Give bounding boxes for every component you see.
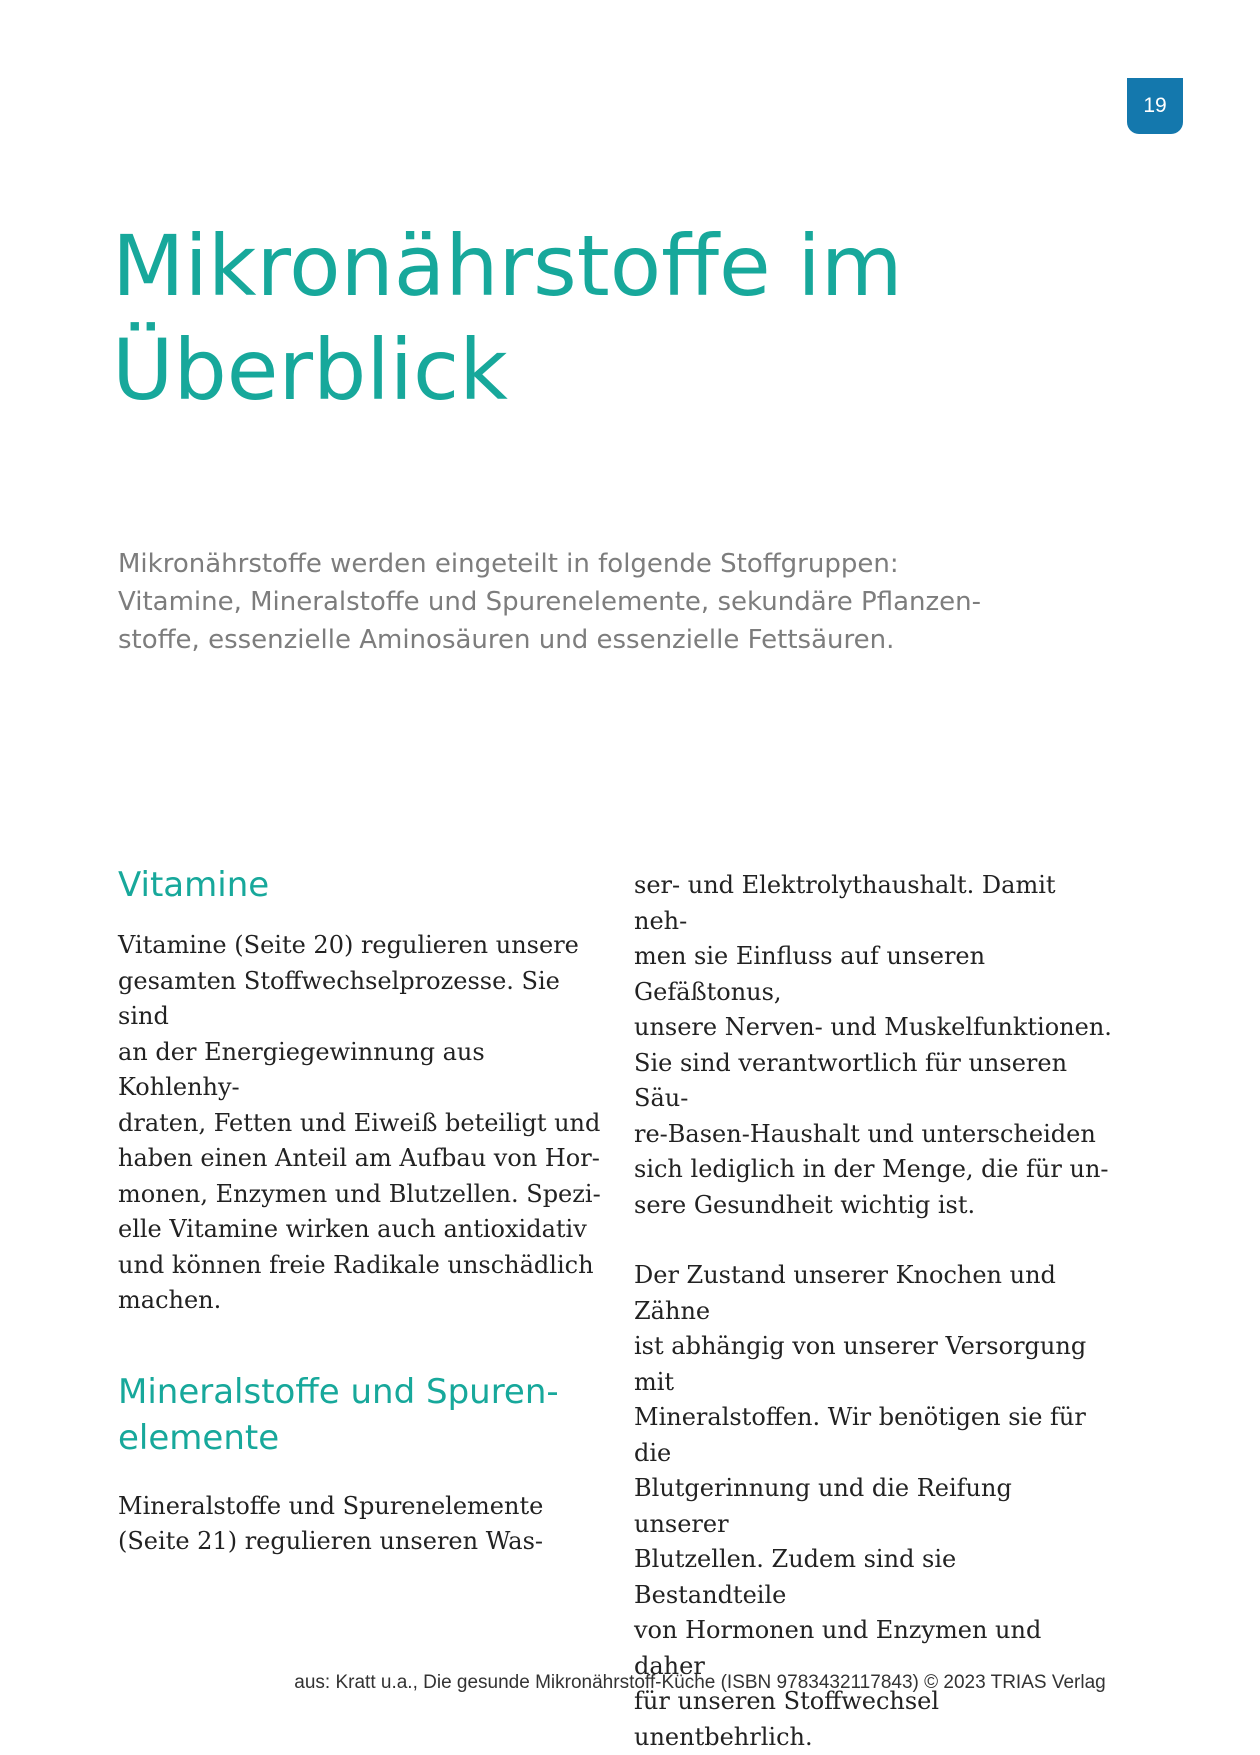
page-title: Mikronährstoffe im Überblick	[112, 217, 903, 419]
right-column	[634, 868, 1114, 1755]
page-number-badge: 19	[1127, 78, 1183, 134]
heading-mineralstoffe: Mineralstoffe und Spuren- elemente	[118, 1371, 559, 1458]
paragraph-vitamine: Vitamine (Seite 20) regulieren unsere gesamten Stoffwechselprozesse. Sie sind an der Energiegewinnung aus Kohlenhy- draten, Fetten und Eiweiß beteiligt und haben einen Anteil am Aufbau von Hor- monen, Enzymen und Blutzellen. Spezi- elle Vitamine wirken auch antioxidativ und können freie Radikale unschädlich machen.	[118, 931, 601, 1314]
footer-citation: aus: Kratt u.a., Die gesunde Mikronährstoff-Küche (ISBN 9783432117843) © 2023 TRIAS Verlag	[294, 1672, 1106, 1693]
left-column	[118, 862, 608, 1560]
paragraph-mineralstoffe-start: Mineralstoffe und Spurenelemente (Seite 21) regulieren unseren Was-	[118, 1491, 544, 1555]
heading-vitamine: Vitamine	[118, 865, 270, 905]
paragraph-mineralstoffe-continued: ser- und Elektrolythaushalt. Damit neh- men sie Einfluss auf unseren Gefäßtonus, unsere Nerven- und Muskelfunktionen. Sie sind verantwortlich für unseren Säu- re-Basen-Haushalt und unterscheiden sich lediglich in der Menge, die für un- sere Gesundheit wichtig ist.	[634, 871, 1112, 1219]
intro-text: Mikronährstoffe werden eingeteilt in folgende Stoffgruppen: Vitamine, Mineralstoffe und Spurenelemente, sekundäre Pflanzen- stoffe, essenzielle Aminosäuren und essenzielle Fettsäuren.	[118, 549, 982, 655]
paragraph-knochen: Der Zustand unserer Knochen und Zähne ist abhängig von unserer Versorgung mit Mineralstoffen. Wir benötigen sie für die Blutgerinnung und die Reifung unserer Blutzellen. Zudem sind sie Bestandteile von Hormonen und Enzymen und daher für unseren Stoffwechsel unentbehrlich.	[634, 1261, 1087, 1751]
